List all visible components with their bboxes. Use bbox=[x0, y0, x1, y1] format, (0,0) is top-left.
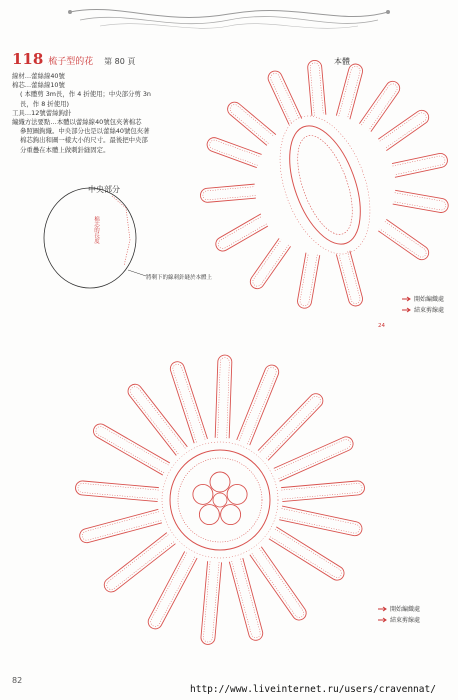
inner-flower-petal bbox=[227, 484, 247, 504]
core-line: 棉芯…蕾絲線10號 bbox=[12, 81, 65, 90]
source-watermark: http://www.liveinternet.ru/users/cravennat/ bbox=[190, 684, 436, 695]
body-core-oval bbox=[276, 116, 375, 253]
page-reference: 第 80 頁 bbox=[104, 57, 136, 66]
legend-end-2: 結束剪線處 bbox=[378, 615, 420, 624]
center-part-outline bbox=[44, 188, 136, 288]
note-leader bbox=[128, 270, 146, 276]
body-inner-oval bbox=[287, 129, 364, 242]
body-petal bbox=[378, 108, 431, 151]
center-part-label: 中央部分 bbox=[88, 185, 120, 194]
method-line-4: 分重疊在本體上做刺針縫固定。 bbox=[20, 145, 110, 154]
page-number: 82 bbox=[12, 676, 23, 685]
inner-flower-petal bbox=[221, 505, 241, 525]
pattern-name: 梳子型的花 bbox=[48, 57, 94, 67]
flower-petal bbox=[78, 509, 162, 544]
flower-petal bbox=[101, 533, 175, 595]
flower-inner-ring bbox=[178, 458, 262, 542]
flower-center-ring bbox=[170, 450, 270, 550]
body-petal bbox=[378, 219, 431, 262]
legend-start-2: 開始編織處 bbox=[378, 604, 420, 613]
yarn-line: 線材…蕾絲線40號 bbox=[12, 72, 65, 80]
body-petal bbox=[336, 251, 364, 308]
inner-flower-petal bbox=[199, 505, 219, 525]
body-petal bbox=[248, 238, 291, 291]
flower-petal bbox=[281, 480, 365, 501]
inner-flower-petal bbox=[210, 472, 230, 492]
flower-petal bbox=[91, 421, 170, 475]
flower-outer-ring bbox=[162, 442, 278, 558]
pattern-number: 118 bbox=[12, 50, 44, 68]
flower-petal bbox=[229, 558, 264, 642]
body-outer-ring bbox=[263, 104, 387, 267]
body-petal bbox=[225, 99, 276, 145]
flower-petal bbox=[146, 551, 197, 631]
body-petal bbox=[266, 69, 302, 125]
legend-start-1: 開始編織處 bbox=[402, 294, 444, 303]
flower-petal bbox=[279, 506, 363, 537]
count-label: 24 bbox=[378, 323, 385, 329]
core-note-2: 長，作 8 折使用) bbox=[20, 99, 69, 108]
flower-petal bbox=[215, 355, 232, 438]
core-note-1: ( 本體剪 3m長，作 4 折使用；中央部分剪 3n bbox=[20, 90, 151, 99]
tool-line: 工具…12號蕾絲鉤針 bbox=[12, 108, 72, 117]
center-part-stitches bbox=[112, 196, 130, 266]
inner-flower-petal bbox=[193, 484, 213, 504]
body-petal bbox=[200, 184, 256, 203]
body-petal bbox=[213, 214, 268, 254]
body-petal bbox=[359, 79, 402, 132]
body-petal bbox=[296, 253, 319, 310]
body-petal bbox=[392, 152, 449, 177]
legend-end-1: 結束剪線處 bbox=[402, 305, 444, 314]
method-line-3: 棉芯鉤出和圖一樣大小的尺寸。最後把中央部 bbox=[20, 136, 148, 145]
body-petal bbox=[393, 190, 450, 213]
main-body-label: 本體 bbox=[334, 57, 350, 66]
method-line-1: 編織方法要點…本體以蕾絲線40號包夾著棉芯 bbox=[12, 118, 142, 127]
body-petal bbox=[307, 60, 326, 116]
flower-petal bbox=[75, 480, 159, 501]
core-end-note: 將剩下的線刺針縫於本體上 bbox=[146, 275, 213, 281]
inner-flower-center bbox=[213, 493, 227, 507]
method-line-2: 參照圖鉤織。中央部分也是以蕾絲40號包夾著 bbox=[20, 127, 150, 136]
flower-petal bbox=[237, 363, 281, 445]
flower-petal bbox=[200, 561, 221, 645]
body-petal bbox=[336, 62, 364, 119]
core-allowance-label: 棉芯的長度 bbox=[93, 216, 99, 244]
body-petal bbox=[205, 136, 261, 168]
